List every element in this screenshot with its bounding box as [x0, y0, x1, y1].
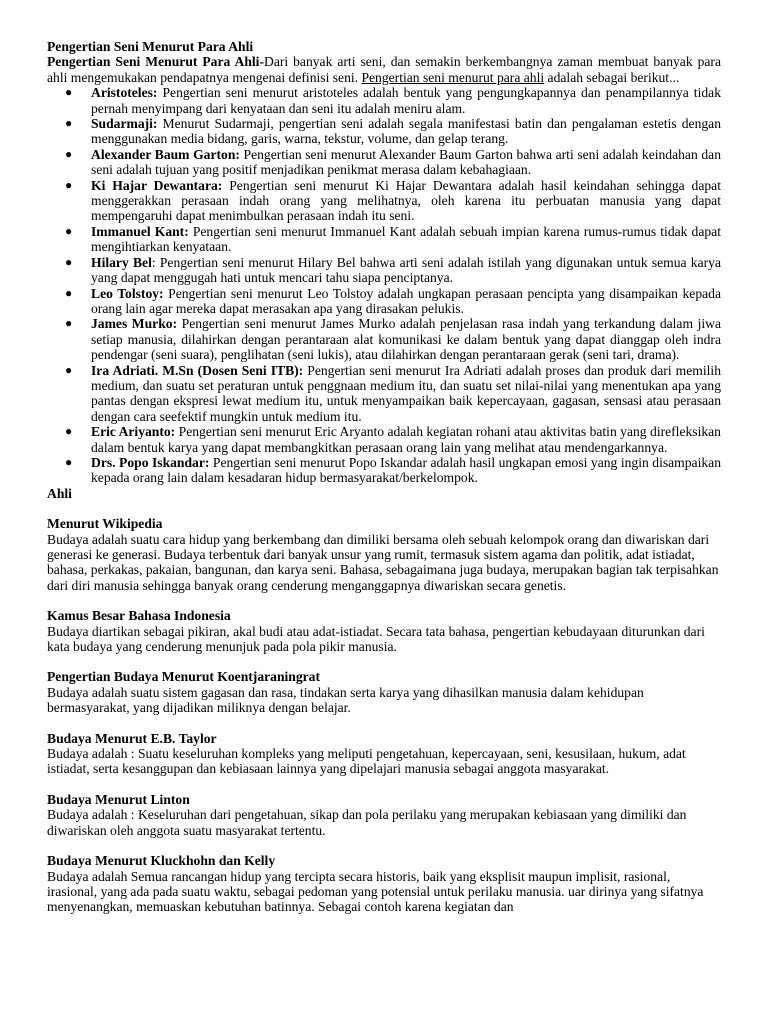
expert-text: Pengertian seni menurut Immanuel Kant adalah sebuah impian karena rumus-rumus tidak dapat mengihtiarkan kenyataan.	[91, 223, 721, 255]
expert-list-item	[65, 254, 721, 286]
section-spacer	[47, 716, 721, 731]
intro-text: Dari banyak arti seni, dan semakin berkembangnya zaman membuat banyak para ahli mengemukakan pendapatnya mengenai definisi seni.	[47, 54, 721, 85]
expert-list-item	[65, 116, 721, 147]
section-spacer	[47, 593, 721, 608]
section-body: Budaya adalah : Keseluruhan dari pengetahuan, sikap dan pola perilaku yang merupakan kebiasaan yang dimiliki dan diwariskan oleh anggota suatu masyarakat tertentu.	[47, 807, 687, 838]
section-body: Budaya diartikan sebagai pikiran, akal budi atau adat-istiadat. Secara tata bahasa, pengertian kebudayaan diturunkan dari kata budaya yang cenderung menunjuk pada pola pikir manusia.	[47, 623, 705, 655]
section-body: Budaya adalah : Suatu keseluruhan kompleks yang meliputi pengetahuan, kepercayaan, seni, kesusilaan, hukum, adat istiadat, serta kesanggupan dan kebiasaan lainnya yang dipelajari manusia sebagai anggota masyarakat.	[47, 746, 686, 777]
expert-list-item	[65, 85, 721, 116]
bullet-icon: ●	[65, 223, 73, 238]
bullet-icon: ●	[65, 146, 73, 161]
intro-bold-lead: Pengertian Seni Menurut Para Ahli-	[47, 54, 264, 70]
expert-name: Sudarmaji:	[91, 116, 158, 132]
bullet-icon: ●	[65, 285, 73, 300]
culture-sections	[47, 501, 721, 915]
expert-text: Pengertian seni menurut Ki Hajar Dewantara adalah hasil keindahan sehingga dapat menggerakkan perasaan indah orang yang melihatnya, oleh karena itu perbuatan manusia yang dapat mempengaruhi dapat menimbulkan perasaan indah itu seni.	[91, 177, 721, 224]
expert-list-item	[65, 424, 721, 455]
section-body: Budaya adalah Semua rancangan hidup yang tercipta secara historis, baik yang eksplisit maupun implisit, rasional, irasional, yang ada pada suatu waktu, sebagai pedoman yang potensial untuk perilaku manusia. uar dirinya yang sifatnya menyenangkan, memuaskan kebutuhan batinnya. Sebagai contoh karena kegiatan dan	[47, 868, 704, 915]
section-heading: Budaya Menurut E.B. Taylor	[47, 730, 217, 746]
expert-list-item	[65, 223, 721, 255]
bullet-icon: ●	[65, 85, 73, 100]
section-heading: Menurut Wikipedia	[47, 516, 163, 532]
bullet-icon: ●	[65, 116, 73, 131]
section-spacer	[47, 777, 721, 792]
expert-text: : Pengertian seni menurut Hilary Bel bahwa arti seni adalah istilah yang digunakan untuk semua karya yang dapat menggugah hati untuk mencari tahu siapa penciptanya.	[91, 254, 721, 286]
section-body: Budaya adalah suatu sistem gagasan dan rasa, tindakan serta karya yang dihasilkan manusia dalam kehidupan bermasyarakat, yang dijadikan miliknya dengan belajar.	[47, 684, 644, 716]
section-heading: Budaya Menurut Linton	[47, 791, 190, 807]
expert-text: Pengertian seni menurut Eric Aryanto adalah kegiatan rohani atau aktivitas batin yang direfleksikan dalam bentuk karya yang dapat membangkitkan perasaan orang lain yang melihat atau mendengarkannya.	[91, 424, 721, 455]
expert-text: Pengertian seni menurut Leo Tolstoy adalah ungkapan perasaan pencipta yang disampaikan kepada orang lain agar mereka dapat merasakan apa yang dirasakan pelukis.	[91, 285, 721, 316]
expert-list-item	[65, 362, 721, 425]
expert-text: Pengertian seni menurut aristoteles adalah bentuk yang pengungkapannya dan penampilannya tidak pernah menyimpang dari kenyataan dan seni itu adalah meniru alam.	[91, 85, 721, 116]
bullet-icon: ●	[65, 454, 73, 469]
section-heading: Kamus Besar Bahasa Indonesia	[47, 608, 231, 624]
expert-name: Drs. Popo Iskandar:	[91, 454, 210, 470]
expert-name: Eric Ariyanto:	[91, 424, 176, 440]
expert-list-item	[65, 454, 721, 486]
bullet-icon: ●	[65, 362, 73, 377]
bullet-icon: ●	[65, 316, 73, 331]
section-spacer	[47, 838, 721, 853]
expert-name: Hilary Bel	[91, 254, 152, 270]
experts-list	[47, 85, 721, 486]
expert-name: Alexander Baum Garton:	[91, 146, 240, 162]
bullet-icon: ●	[65, 254, 73, 269]
expert-text: Pengertian seni menurut Alexander Baum Garton bahwa arti seni adalah keindahan dan seni adalah tujuan yang positif menjadikan penikmat merasa dalam kebahagiaan.	[91, 146, 721, 178]
intro-text-end: adalah sebagai berikut...	[544, 69, 680, 85]
page-title: Pengertian Seni Menurut Para Ahli	[47, 39, 254, 54]
expert-list-item	[65, 316, 721, 363]
expert-list-item	[65, 146, 721, 178]
expert-list-item	[65, 285, 721, 317]
expert-name: Ki Hajar Dewantara:	[91, 177, 223, 193]
expert-name: Leo Tolstoy:	[91, 285, 164, 301]
section-heading: Budaya Menurut Kluckhohn dan Kelly	[47, 853, 276, 869]
section-spacer	[47, 654, 721, 669]
expert-list-item	[65, 177, 721, 224]
intro-paragraph	[47, 54, 721, 85]
expert-name: Immanuel Kant:	[91, 223, 189, 239]
expert-text: Pengertian seni menurut Popo Iskandar adalah hasil ungkapan emosi yang ingin disampaikan kepada orang lain dalam kesadaran hidup bermasyarakat/berkelompok.	[91, 454, 721, 486]
intro-link[interactable]: Pengertian seni menurut para ahli	[361, 69, 545, 85]
expert-text: Pengertian seni menurut Ira Adriati adalah proses dan produk dari memilih medium, dan suatu set peraturan untuk penggnaan medium itu, dan suatu set nilai-nilai yang menentukan apa yang pantas dengan ekspresi lewat medium itu, untuk menyampaikan baik kepercayaan, gagasan, sensasi atau perasaan dengan cara seefektif mungkin untuk medium itu.	[91, 362, 721, 424]
bullet-icon: ●	[65, 177, 73, 192]
expert-text: Menurut Sudarmaji, pengertian seni adalah segala manifestasi batin dan pengalaman estetis dengan menggunakan media bidang, garis, warna, tekstur, volume, dan gelap terang.	[91, 116, 721, 147]
expert-text: Pengertian seni menurut James Murko adalah penjelasan rasa indah yang terkandung dalam jiwa setiap manusia, dilahirkan dengan perantaraan alat komunikasi ke dalam bentuk yang dapat dianggap oleh indra pendengar (seni suara), penglihatan (seni lukis), atau dilahirkan dengan perantaraan gerak (seni tari, drama).	[91, 316, 721, 363]
section-heading: Pengertian Budaya Menurut Koentjaraningrat	[47, 669, 320, 685]
section-spacer	[47, 501, 721, 516]
expert-name: James Murko:	[91, 316, 178, 332]
ahli-label: Ahli	[47, 485, 72, 501]
document-content	[47, 39, 721, 915]
section-body: Budaya adalah suatu cara hidup yang berkembang dan dimiliki bersama oleh sebuah kelompok orang dan diwariskan dari generasi ke generasi. Budaya terbentuk dari banyak unsur yang rumit, termasuk sistem agama dan politik, adat istiadat, bahasa, perkakas, pakaian, bangunan, dan karya seni. Bahasa, sebagaimana juga budaya, merupakan bagian tak terpisahkan dari diri manusia sehingga banyak orang cenderung menganggapnya diwariskan secara genetis.	[47, 531, 719, 593]
bullet-icon: ●	[65, 424, 73, 439]
expert-name: Ira Adriati. M.Sn (Dosen Seni ITB):	[91, 362, 304, 378]
expert-name: Aristoteles:	[91, 85, 158, 101]
